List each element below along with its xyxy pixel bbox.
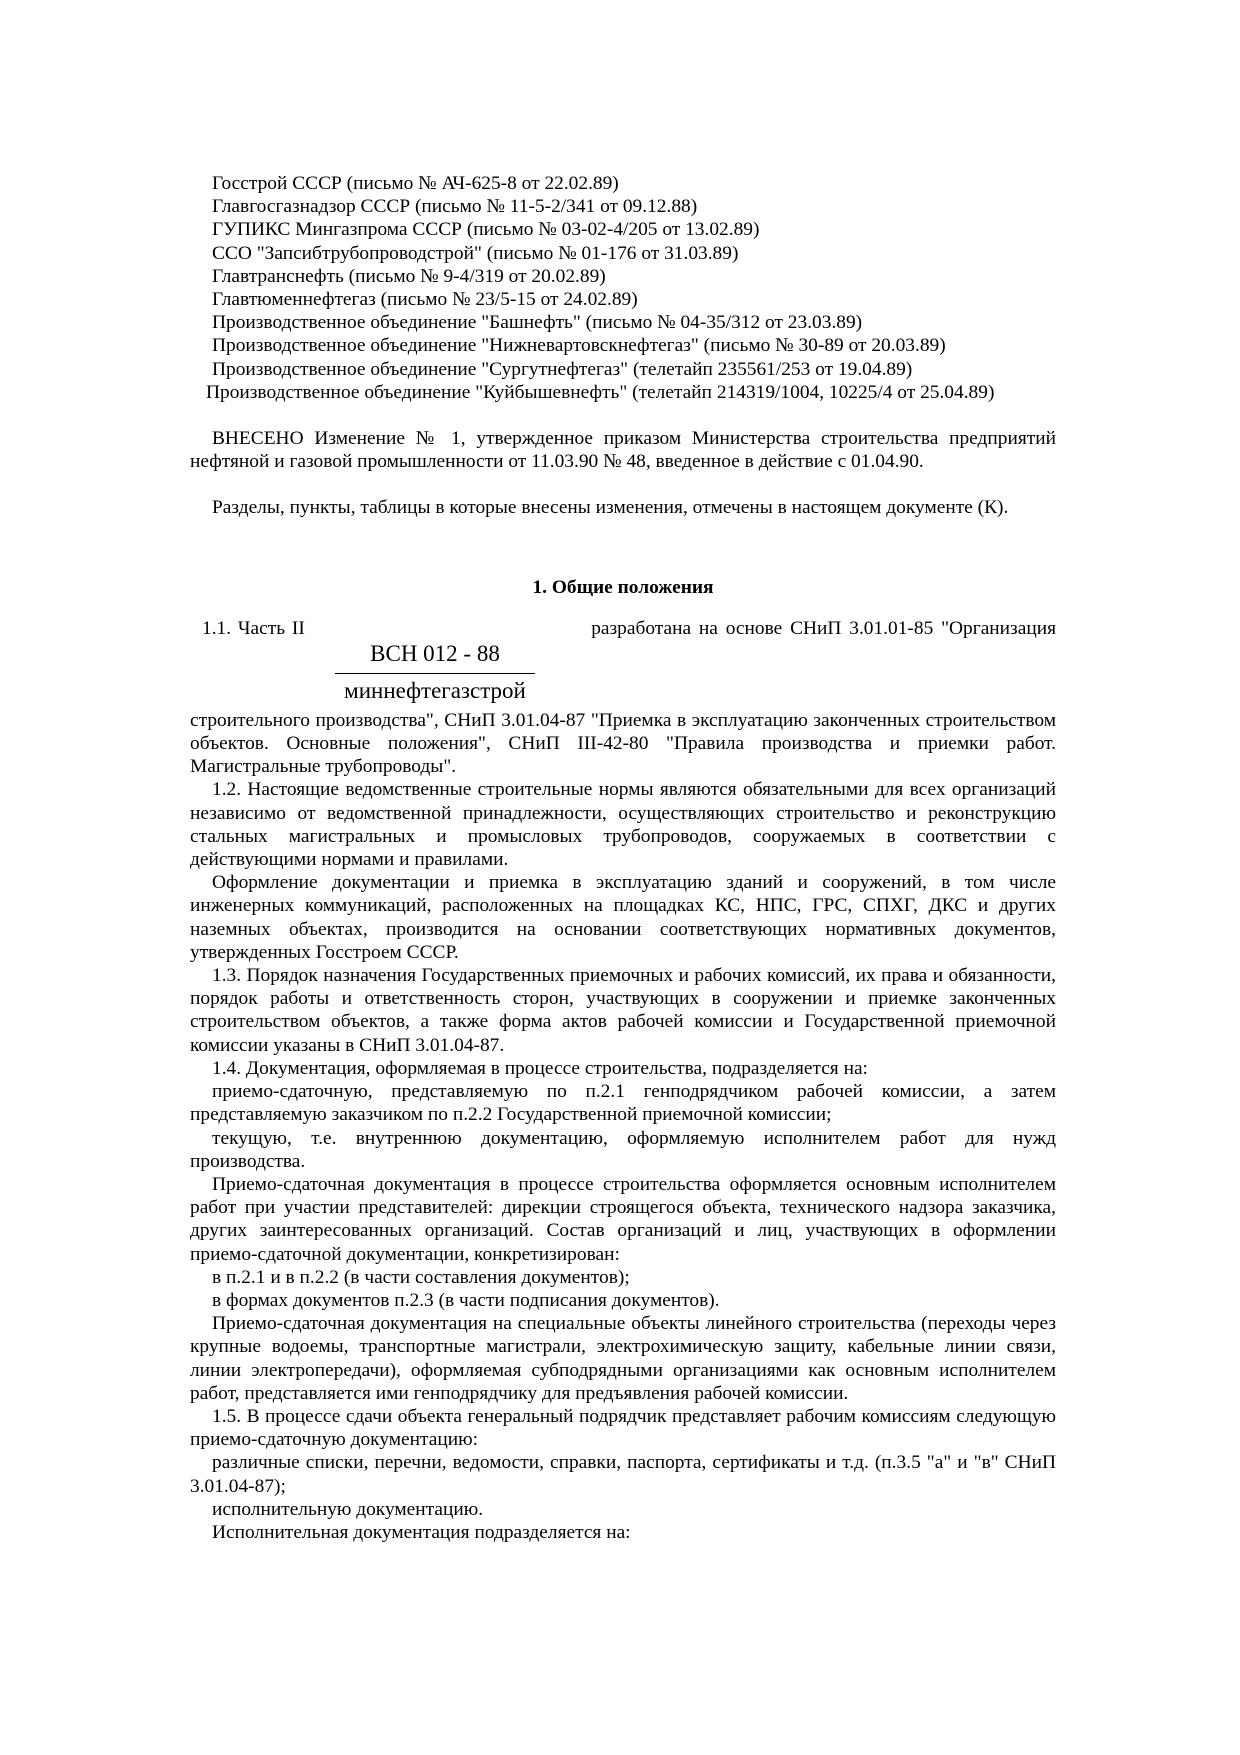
agreed-item: Главтюменнефтегаз (письмо № 23/5-15 от 24.02.89) (212, 289, 638, 311)
agreed-item: ССО "Запсибтрубопроводстрой" (письмо № 01-176 от 31.03.89) (212, 242, 739, 264)
agreed-item: ГУПИКС Мингазпрома СССР (письмо № 03-02-4/205 от 13.02.89) (212, 219, 760, 241)
paragraph-1-1-rest: строительного производства", СНиП 3.01.04-87 "Приемка в эксплуатацию законченных строительством объектов. Основные положения", СНиП III-42-80 "Правила производства и приемки работ. Магистральные трубопроводы". (190, 709, 1056, 778)
agreed-item: Главгосгазнадзор СССР (письмо № 11-5-2/341 от 09.12.88) (212, 196, 698, 218)
sections-note: Разделы, пункты, таблицы в которые внесены изменения, отмечены в настоящем документе (К). (212, 497, 1009, 519)
paragraph: 1.4. Документация, оформляемая в процессе строительства, подразделяется на: (212, 1057, 868, 1079)
agreed-item: Производственное объединение "Нижневартовскнефтегаз" (письмо № 30-89 от 20.03.89) (212, 335, 946, 357)
paragraph: различные списки, перечни, ведомости, справки, паспорта, сертификаты и т.д. (п.3.5 "а" и "в" СНиП 3.01.04-87); (190, 1452, 1056, 1497)
paragraph: 1.3. Порядок назначения Государственных приемочных и рабочих комиссий, их права и обязанности, порядок работы и ответственность сторон, участвующих в сооружении и приемке законченных строительством объектов, а также форма актов рабочей комиссии и Государственной приемочной комиссии указаны в СНиП 3.01.04-87. (190, 965, 1056, 1056)
paragraph: 1.2. Настоящие ведомственные строительные нормы являются обязательными для всех организаций независимо от ведомственной принадлежности, осуществляющих строительство и реконструкцию стальных магистральных и промысловых трубопроводов, сооружаемых в соответствии с действующими нормами и правилами. (190, 779, 1056, 871)
amendment-note: ВНЕСЕНО Изменение № 1, утвержденное приказом Министерства строительства предприятий нефтяной и газовой промышленности от 11.03.90 № 48, введенное в действие с 01.04.90. (190, 428, 1056, 473)
agreed-item: Госстрой СССР (письмо № АЧ-625-8 от 22.02.89) (212, 173, 619, 194)
paragraph: Оформление документации и приемка в эксплуатацию зданий и сооружений, в том числе инженерных коммуникаций, расположенных на площадках КС, НПС, ГРС, СПХГ, ДКС и других наземных объектах, производится на основании соответствующих нормативных документов, утвержденных Госстроем СССР. (190, 872, 1056, 963)
document-code-fraction (335, 639, 535, 708)
general-provisions-text (190, 778, 1056, 1544)
paragraph: приемо-сдаточную, представляемую по п.2.1 генподрядчиком рабочей комиссии, а затем представляемую заказчиком по п.2.2 Государственной приемочной комиссии; (190, 1081, 1056, 1126)
paragraph: в формах документов п.2.3 (в части подписания документов). (212, 1289, 720, 1311)
paragraph: исполнительную документацию. (212, 1498, 484, 1520)
paragraph-1-1-lead: 1.1. Часть II (202, 617, 305, 639)
agreed-item: Производственное объединение "Сургутнефтегаз" (телетайп 235561/253 от 19.04.89) (212, 358, 913, 380)
agreed-item: Производственное объединение "Башнефть" (письмо № 04-35/312 от 23.03.89) (212, 312, 863, 334)
document-code-organization: миннефтегазстрой (344, 677, 526, 703)
agreed-item: Главтранснефть (письмо № 9-4/319 от 20.02.89) (212, 265, 606, 287)
paragraph: Приемо-сдаточная документация на специальные объекты линейного строительства (переходы через крупные водоемы, транспортные магистрали, электрохимическую защиту, кабельные линии связи, линии электропередачи), оформляемая субподрядными организациями как основным исполнителем работ, представляется ими генподрядчику для предъявления рабочей комиссии. (190, 1313, 1056, 1404)
document-code-number: ВСН 012 - 88 (335, 639, 535, 674)
document-body (190, 172, 1056, 1544)
paragraph: Приемо-сдаточная документация в процессе строительства оформляется основным исполнителем работ при участии представителей: дирекции строящегося объекта, технического надзора заказчика, других заинтересованных организаций. Состав организаций и лиц, участвующих в оформлении приемо-сдаточной документации, конкретизирован: (190, 1173, 1056, 1265)
paragraph: Исполнительная документация подразделяется на: (212, 1521, 631, 1543)
agreed-with-list (190, 172, 1056, 404)
paragraph: текущую, т.е. внутреннюю документацию, оформляемую исполнителем работ для нужд производства. (190, 1127, 1056, 1172)
agreed-item: Производственное объединение "Куйбышевнефть" (телетайп 214319/1004, 10225/4 от 25.04.89) (206, 381, 995, 403)
paragraph: в п.2.1 и в п.2.2 (в части составления документов); (212, 1266, 630, 1288)
section-title: 1. Общие положения (532, 576, 714, 598)
paragraph-1-1-tail: разработана на основе СНиП 3.01.01-85 "Организация (591, 617, 1056, 639)
paragraph-1-1-header (190, 617, 1056, 709)
paragraph: 1.5. В процессе сдачи объекта генеральный подрядчик представляет рабочим комиссиям следующую приемо-сдаточную документацию: (190, 1405, 1056, 1451)
